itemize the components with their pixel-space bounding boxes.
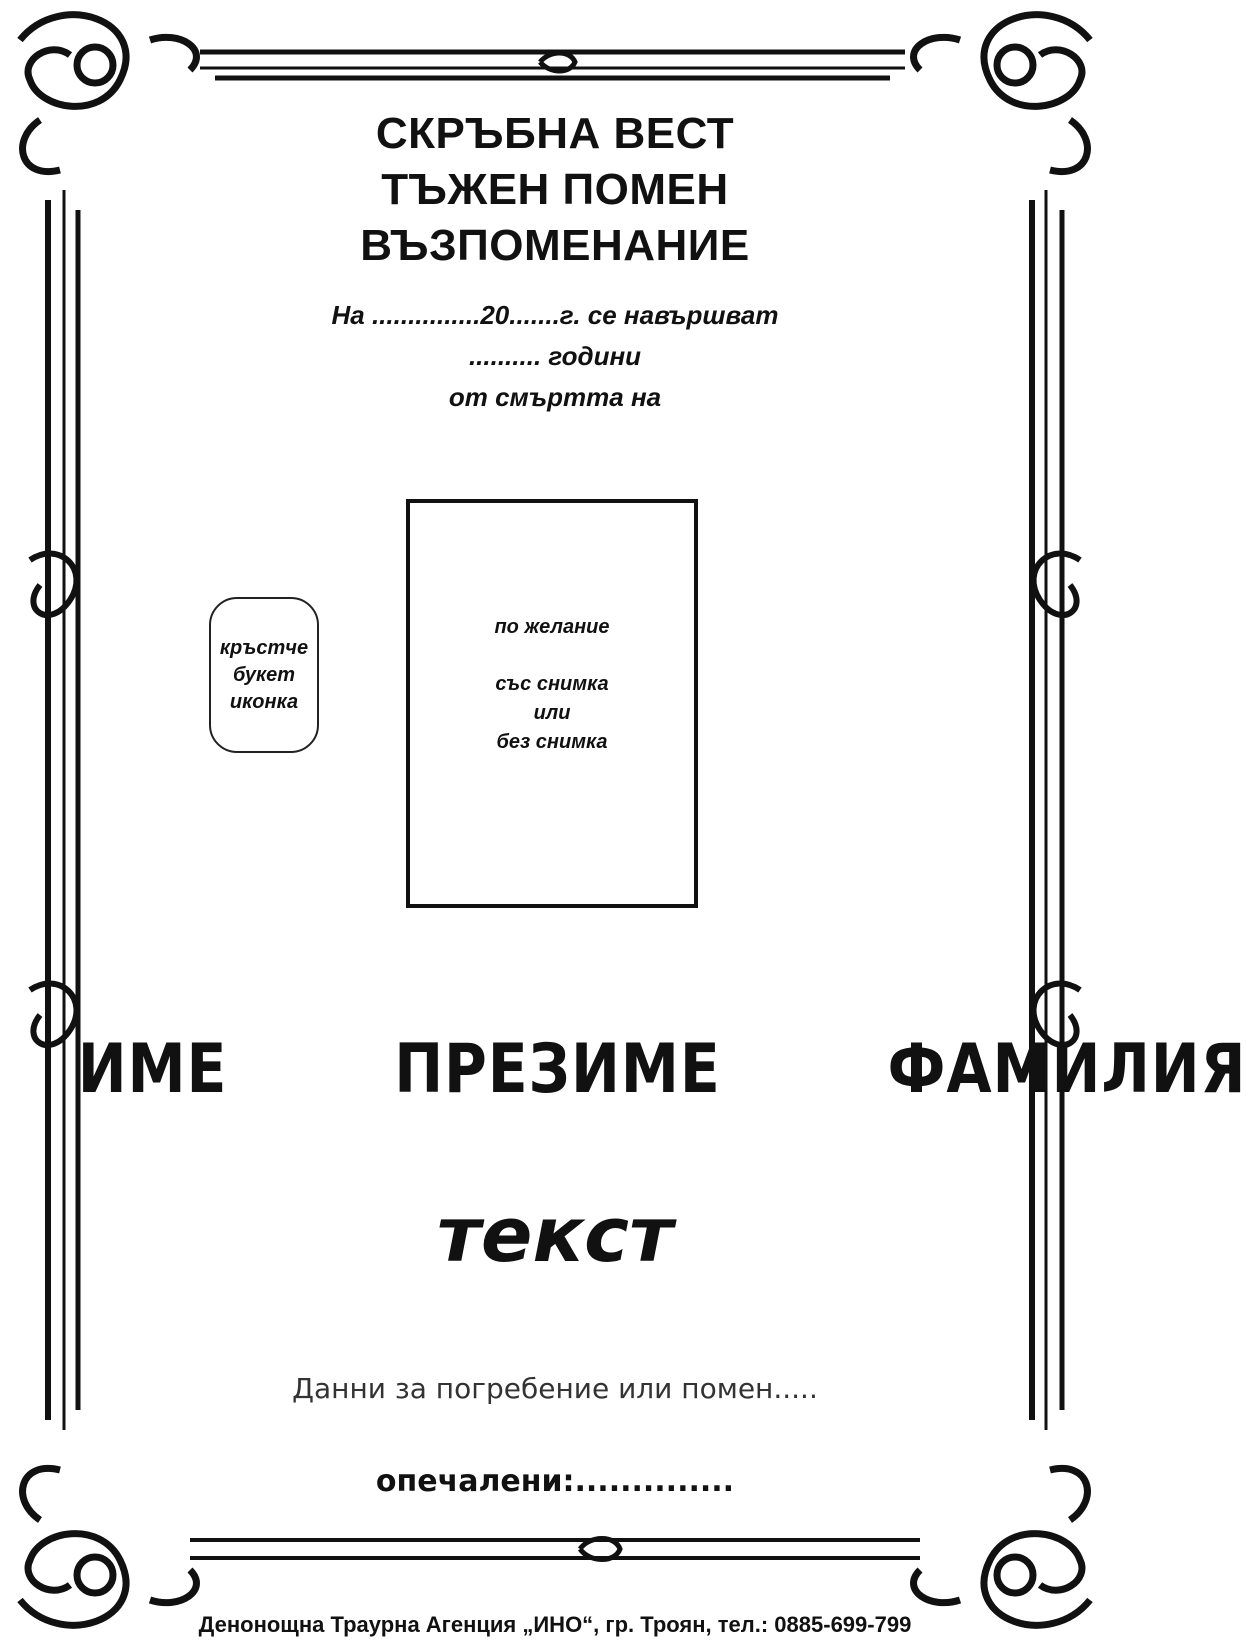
subtitle-line-3: от смъртта на bbox=[448, 382, 662, 412]
photo-placeholder-line-2: със снимка bbox=[495, 673, 609, 695]
mourners-line: опечалени:.............. bbox=[375, 1464, 735, 1499]
title-line-2: ТЪЖЕН ПОМЕН bbox=[381, 165, 729, 214]
icon-placeholder-line-2: букет bbox=[232, 663, 296, 686]
deceased-name: ИМЕ ПРЕЗИМЕ ФАМИЛИЯ bbox=[77, 1030, 1246, 1109]
side-ornament-right bbox=[1034, 554, 1080, 1046]
icon-placeholder-line-3: иконка bbox=[229, 690, 299, 713]
subtitle-line-1: На ...............20.......г. се навършват bbox=[331, 300, 779, 330]
subtitle-line-2: .......... години bbox=[468, 341, 642, 371]
burial-info: Данни за погребение или помен..... bbox=[292, 1372, 818, 1405]
icon-placeholder-box bbox=[209, 597, 319, 753]
footer-agency-contact: Денонощна Траурна Агенция „ИНО“, гр. Троян, тел.: 0885-699-799 bbox=[198, 1612, 912, 1637]
icon-placeholder-line-1: кръстче bbox=[219, 636, 309, 659]
photo-placeholder-line-3: или bbox=[533, 702, 571, 724]
body-text: текст bbox=[436, 1190, 674, 1279]
photo-placeholder-line-1: по желание bbox=[494, 616, 610, 638]
photo-placeholder-line-4: без снимка bbox=[496, 731, 608, 753]
title-line-3: ВЪЗПОМЕНАНИЕ bbox=[360, 221, 750, 270]
side-ornament-left bbox=[30, 554, 76, 1046]
title-line-1: СКРЪБНА ВЕСТ bbox=[375, 109, 735, 158]
photo-placeholder-box bbox=[406, 499, 698, 908]
title-block bbox=[0, 106, 1110, 274]
